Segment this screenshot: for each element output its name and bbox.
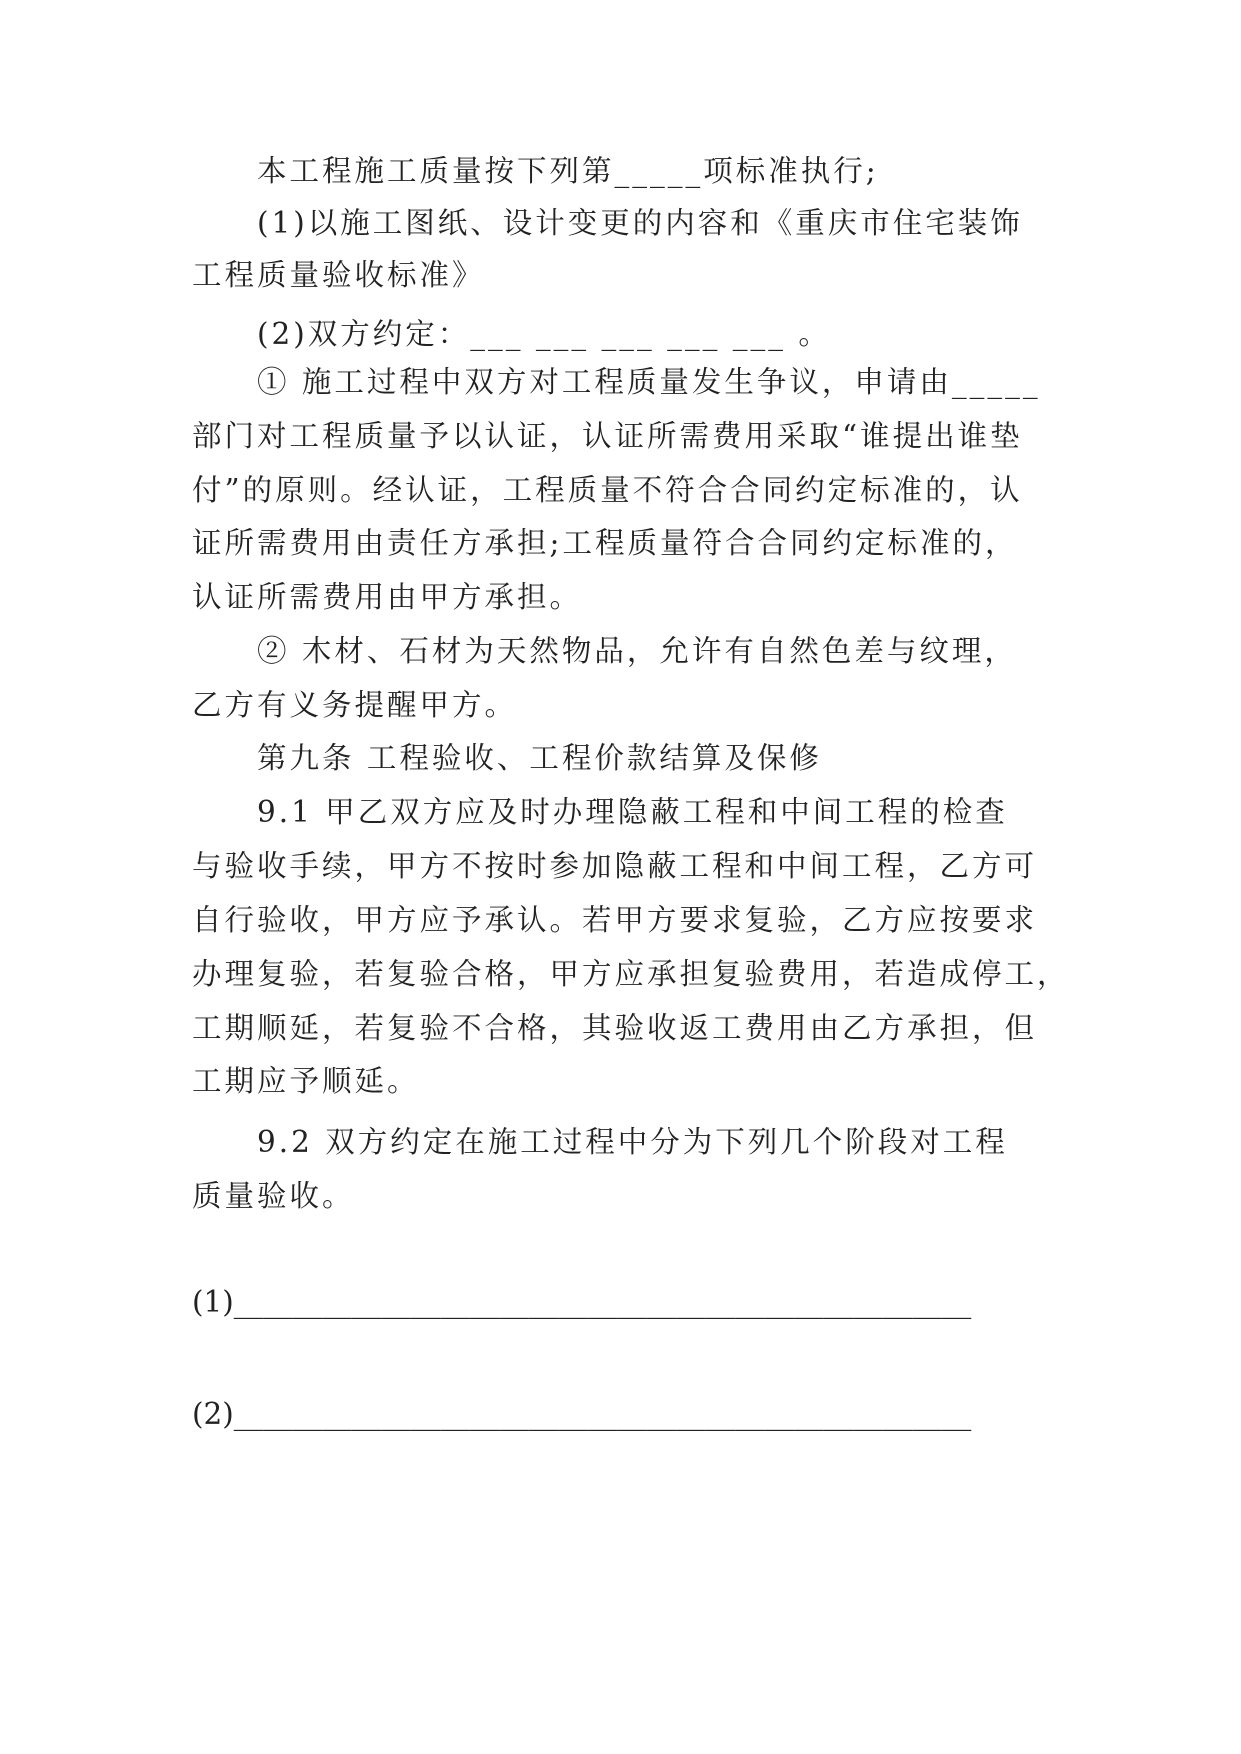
paragraph-line: 9.1 甲乙双方应及时办理隐蔽工程和中间工程的检查 (257, 795, 1008, 829)
paragraph-line: 工期应予顺延。 (192, 1064, 420, 1098)
paragraph-line: 质量验收。 (192, 1179, 355, 1213)
paragraph-line: 办理复验，若复验合格，甲方应承担复验费用，若造成停工， (192, 957, 1070, 991)
paragraph-line: 与验收手续，甲方不按时参加隐蔽工程和中间工程，乙方可 (192, 849, 1038, 883)
paragraph-line: 认证所需费用由甲方承担。 (192, 580, 583, 614)
paragraph-line: 工期顺延，若复验不合格，其验收返工费用由乙方承担，但 (192, 1011, 1038, 1045)
blank-item-2: (2)__________________________________________________ (192, 1397, 972, 1431)
paragraph-line: 乙方有义务提醒甲方。 (192, 688, 518, 722)
blank-item-1: (1)__________________________________________________ (192, 1285, 972, 1319)
paragraph-line: 证所需费用由责任方承担;工程质量符合合同约定标准的， (192, 526, 1018, 560)
paragraph-line: 9.2 双方约定在施工过程中分为下列几个阶段对工程 (257, 1125, 1008, 1159)
paragraph-line: 部门对工程质量予以认证，认证所需费用采取“谁提出谁垫 (192, 419, 1023, 453)
paragraph-line: 本工程施工质量按下列第_____项标准执行; (257, 154, 879, 188)
section-heading: 第九条 工程验收、工程价款结算及保修 (257, 741, 822, 775)
paragraph-line: (2)双方约定：___ ___ ___ ___ ___ 。 (257, 317, 831, 351)
paragraph-line: ② 木材、石材为天然物品，允许有自然色差与纹理， (257, 634, 1017, 668)
paragraph-line: ① 施工过程中双方对工程质量发生争议，申请由_____ (257, 365, 1041, 399)
paragraph-line: 自行验收，甲方应予承认。若甲方要求复验，乙方应按要求 (192, 903, 1038, 937)
paragraph-line: (1)以施工图纸、设计变更的内容和《重庆市住宅装饰 (257, 206, 1023, 240)
paragraph-line: 工程质量验收标准》 (192, 258, 485, 292)
paragraph-line: 付”的原则。经认证，工程质量不符合合同约定标准的，认 (192, 473, 1023, 507)
